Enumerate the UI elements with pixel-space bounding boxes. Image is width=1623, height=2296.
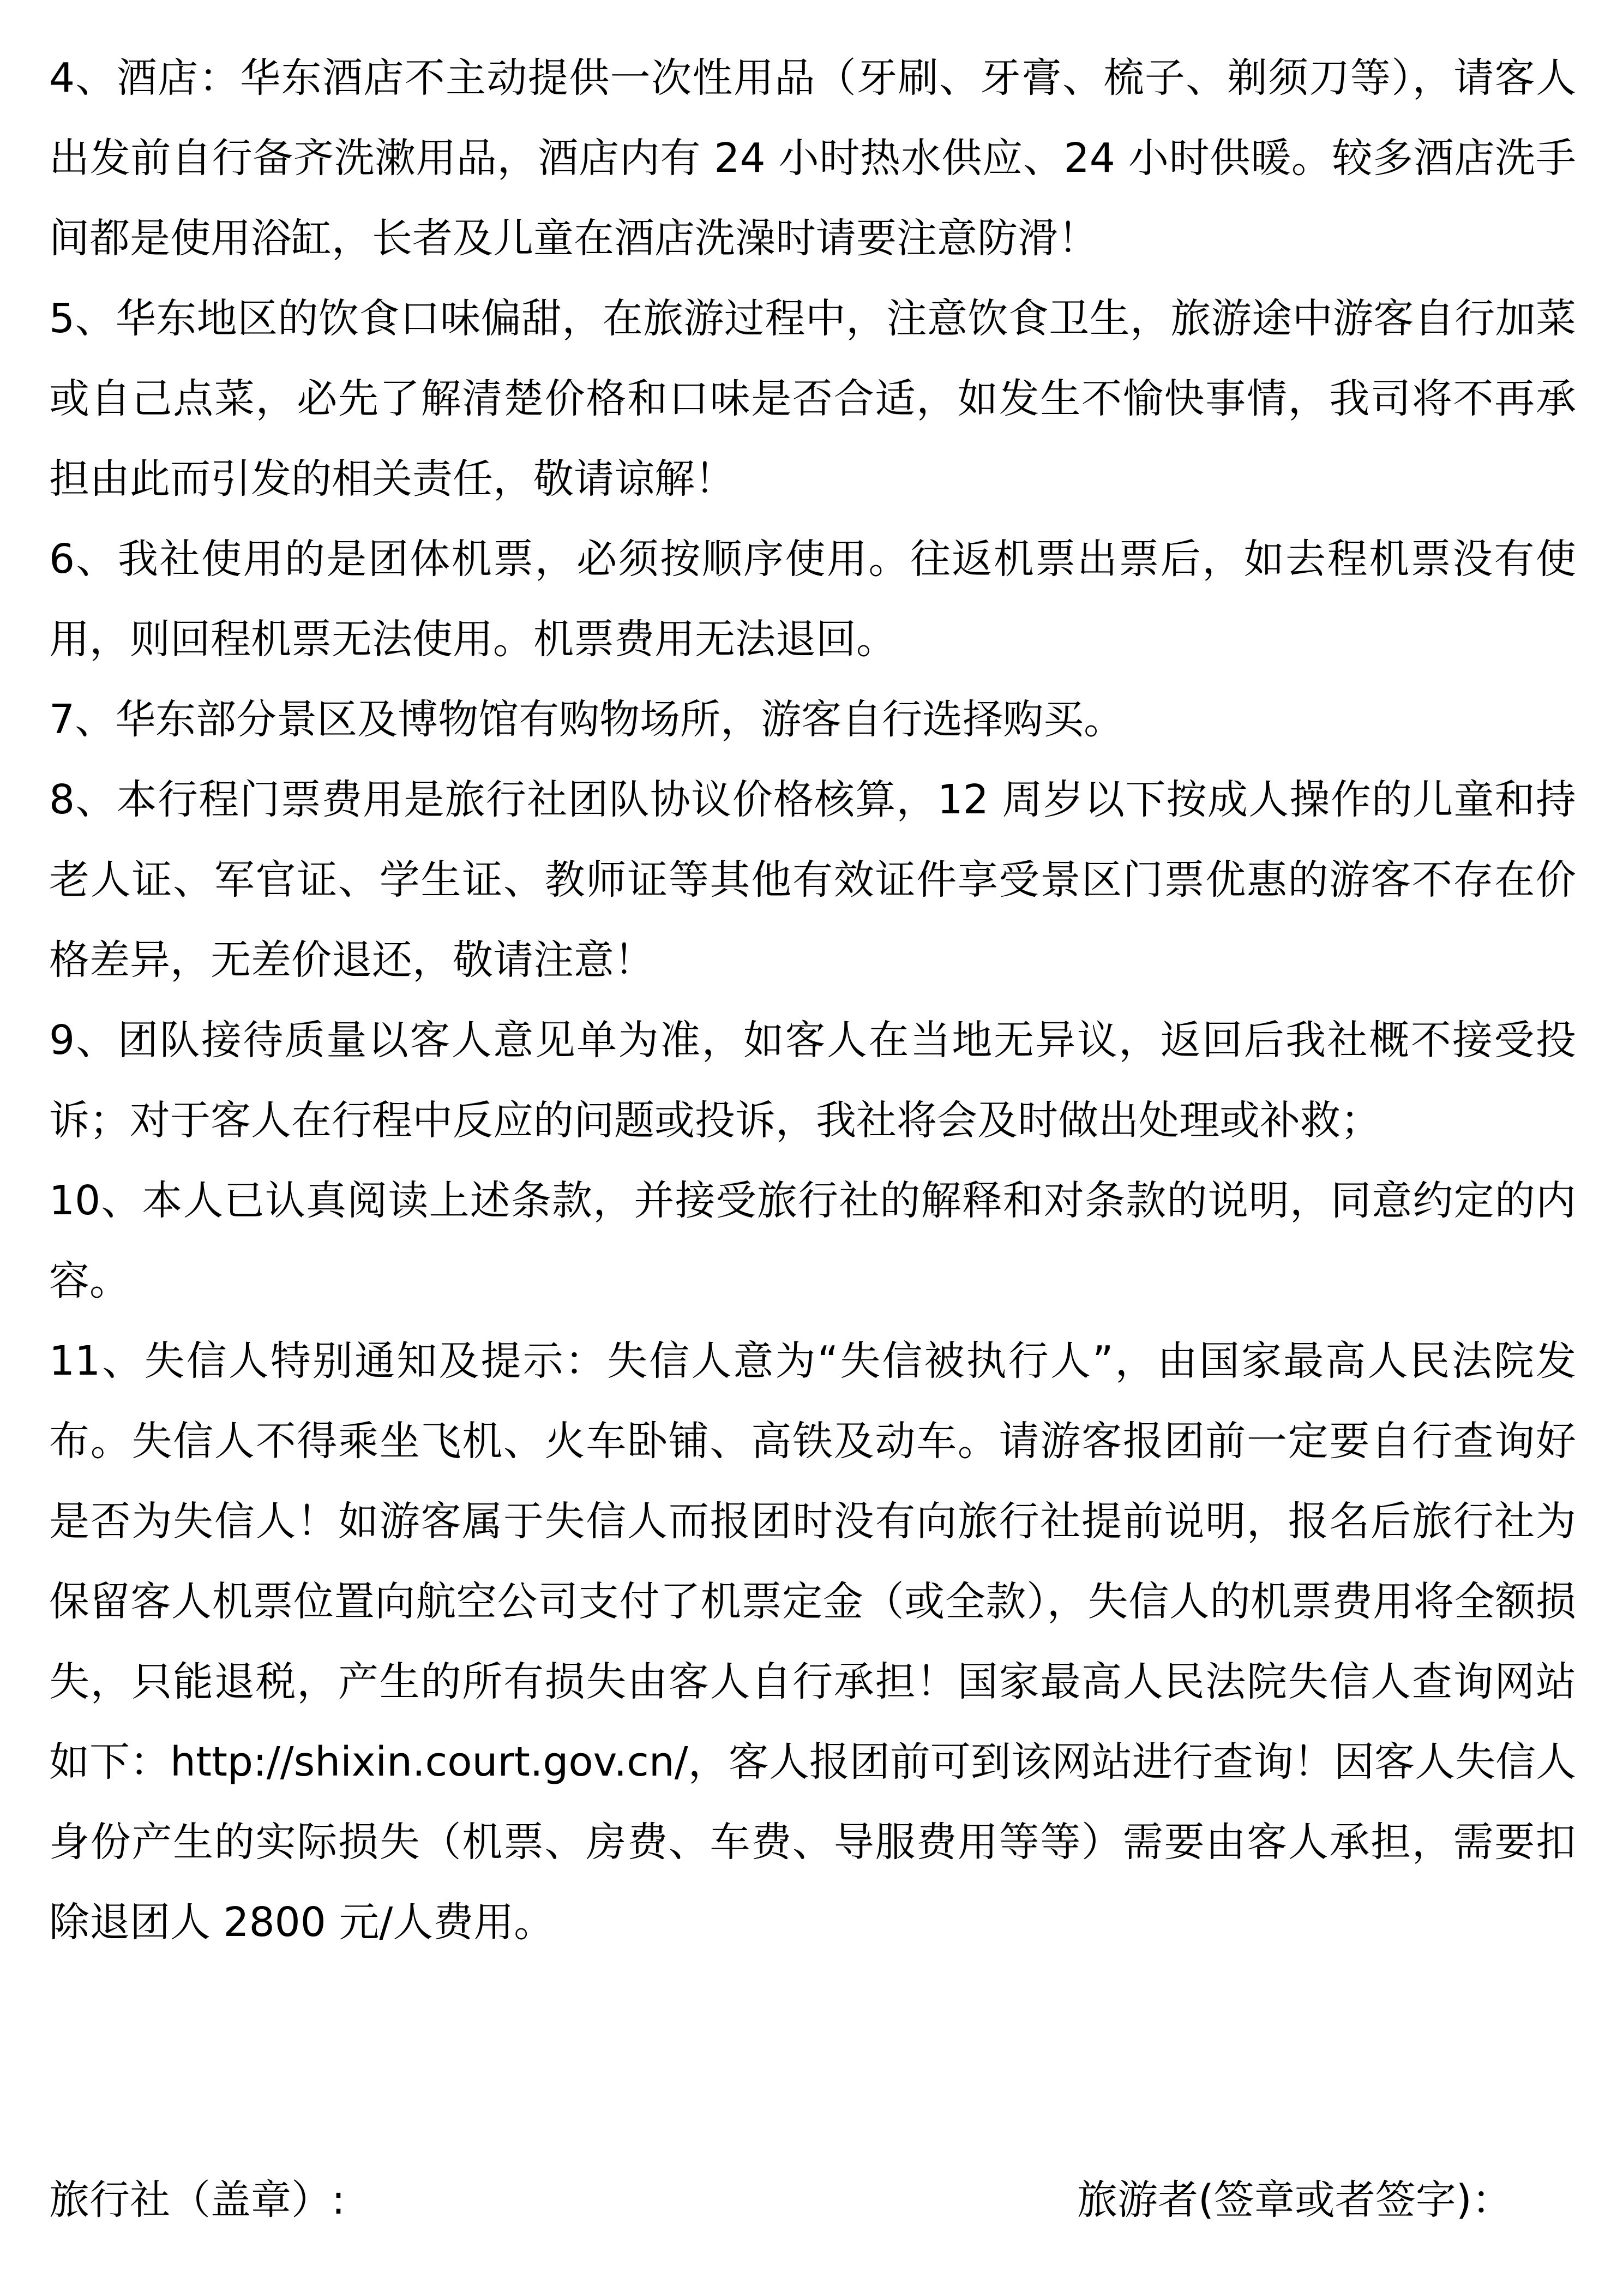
clause-acknowledgement: 10、本人已认真阅读上述条款，并接受旅行社的解释和对条款的说明，同意约定的内容。: [49, 1177, 1576, 1304]
clause-food: 5、华东地区的饮食口味偏甜，在旅游过程中，注意饮食卫生，旅游途中游客自行加菜或自己点菜，必先了解清楚价格和口味是否合适，如发生不愉快事情，我司将不再承担由此而引发的相关责任，敬请谅解！: [49, 295, 1576, 502]
agency-seal-label: 旅行社（盖章）:: [49, 2177, 345, 2223]
clause-admission-tickets: 8、本行程门票费用是旅行社团队协议价格核算，12 周岁以下按成人操作的儿童和持老人证、军官证、学生证、教师证等其他有效证件享受景区门票优惠的游客不存在价格差异，无差价退还，敬请注意！: [49, 776, 1576, 984]
terms-document: [49, 38, 1576, 1963]
traveler-signature-label: 旅游者(签章或者签字)：: [1077, 2177, 1512, 2223]
clause-dishonest-persons: 11、失信人特别通知及提示：失信人意为“失信被执行人”，由国家最高人民法院发布。失信人不得乘坐飞机、火车卧铺、高铁及动车。请游客报团前一定要自行查询好是否为失信人！如游客属于失信人而报团时没有向旅行社提前说明，报名后旅行社为保留客人机票位置向航空公司支付了机票定金（或全款），失信人的机票费用将全额损失，只能退税，产生的所有损失由客人自行承担！国家最高人民法院失信人查询网站如下：http://shixin.court.gov.cn/，客人报团前可到该网站进行查询！因客人失信人身份产生的实际损失（机票、房费、车费、导服费用等等）需要由客人承担，需要扣除退团人 2800 元/人费用。: [49, 1338, 1576, 1946]
clause-service-quality: 9、团队接待质量以客人意见单为准，如客人在当地无异议，返回后我社概不接受投诉；对于客人在行程中反应的问题或投诉，我社将会及时做出处理或补救；: [49, 1017, 1576, 1144]
clause-hotel: 4、酒店：华东酒店不主动提供一次性用品（牙刷、牙膏、梳子、剃须刀等），请客人出发前自行备齐洗漱用品，酒店内有 24 小时热水供应、24 小时供暖。较多酒店洗手间都是使用浴缸，长者及儿童在酒店洗澡时请要注意防滑！: [49, 55, 1576, 262]
clause-shopping: 7、华东部分景区及博物馆有购物场所，游客自行选择购买。: [49, 696, 1125, 743]
signature-block: [49, 2160, 1576, 2240]
clause-air-tickets: 6、我社使用的是团体机票，必须按顺序使用。往返机票出票后，如去程机票没有使用，则回程机票无法使用。机票费用无法退回。: [49, 536, 1576, 663]
